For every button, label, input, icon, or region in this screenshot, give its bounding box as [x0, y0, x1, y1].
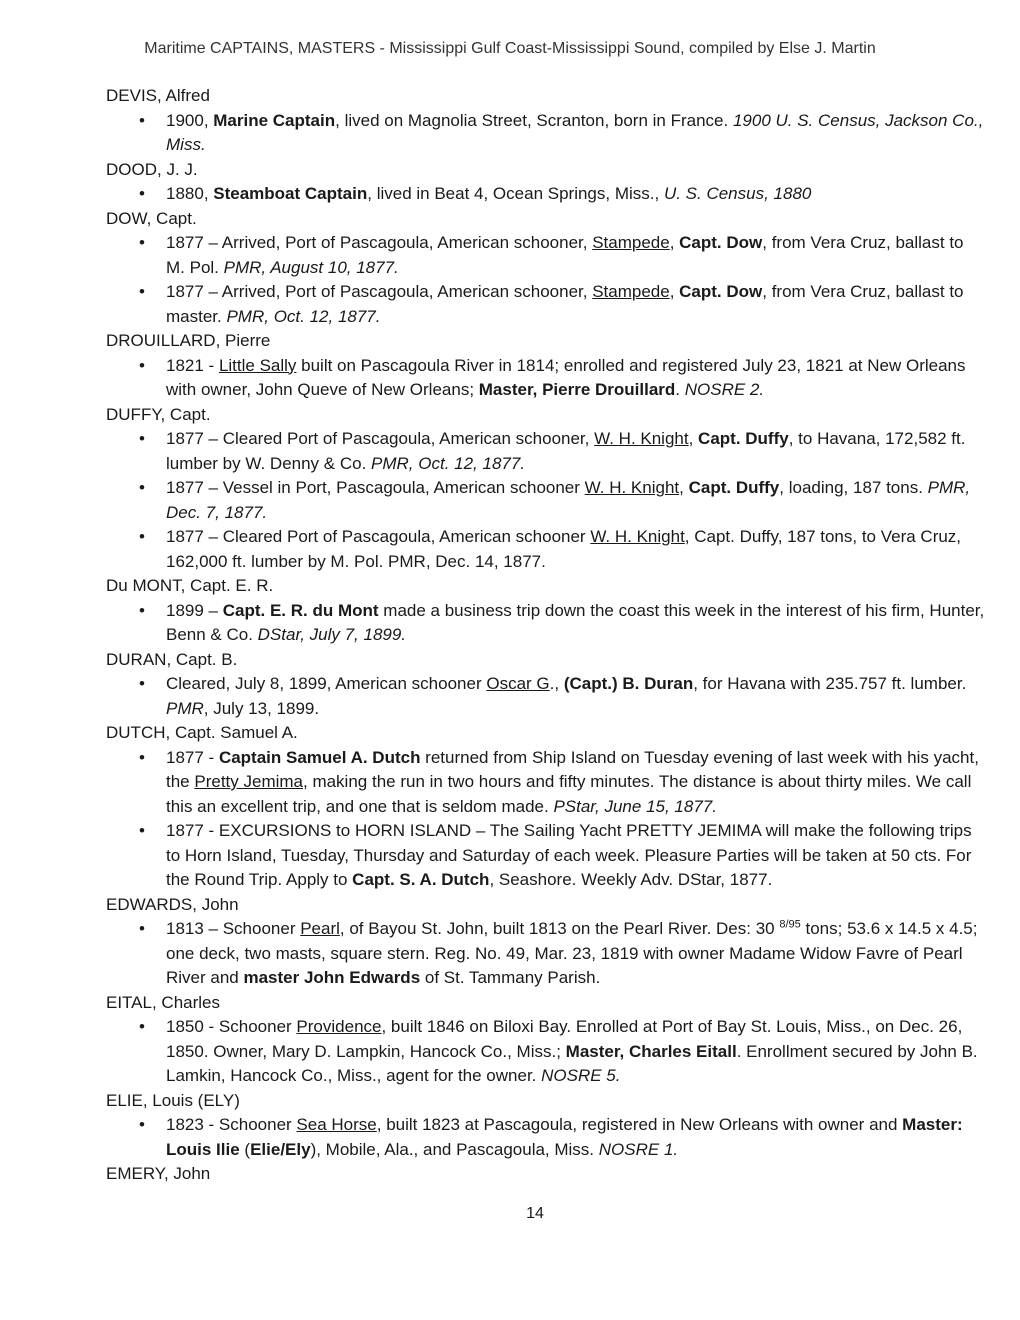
bullet-item [106, 746, 986, 820]
text-segment: , lived on Magnolia Street, Scranton, born in France. [335, 110, 733, 130]
bullet-item [106, 917, 986, 991]
text-segment: 1877 – Arrived, Port of Pascagoula, American schooner, [166, 233, 593, 252]
text-segment: Master, Pierre Drouillard [478, 380, 676, 399]
entry-name: DEVIS, Alfred [106, 86, 210, 105]
text-segment: made a business trip down the coast this week in the interest of his firm, Hunter, Benn & Co. [166, 600, 985, 644]
entry-name: DOW, Capt. [106, 208, 197, 228]
text-segment: 1877 – Vessel in Port, Pascagoula, American schooner [166, 478, 585, 497]
bullet-item [106, 109, 986, 158]
entry-name: DURAN, Capt. B. [106, 649, 238, 669]
text-segment: Oscar G [486, 674, 550, 693]
text-segment: (Capt.) B. Duran [563, 674, 694, 693]
text-segment: PStar, June 15, 1877. [553, 796, 717, 816]
text-segment: 1900, [166, 110, 214, 130]
text-segment: Capt. S. A. Dutch [352, 870, 490, 889]
text-segment: 1821 - [166, 355, 219, 375]
text-segment: , Capt. Duffy, 187 tons, to Vera Cruz, 162,000 ft. lumber by M. Pol. PMR, Dec. 14, 1877. [166, 527, 962, 571]
text-segment: , built 1846 on Biloxi Bay. Enrolled at Port of Bay St. Louis, Miss., on Dec. 26, 1850. Owner, Mary D. Lampkin, Hancock Co., Miss.; [166, 1017, 963, 1061]
text-segment: of St. Tammany Parish. [420, 968, 601, 987]
entry-name: EMERY, John [106, 1164, 211, 1183]
entry [106, 207, 986, 330]
text-segment: 1900 U. S. Census, Jackson Co., Miss. [166, 110, 984, 154]
text-segment: Capt. Dow [679, 233, 763, 252]
text-segment: , [688, 429, 699, 448]
text-segment: 1880, [166, 184, 214, 203]
text-segment: PMR [166, 698, 204, 718]
text-segment: Cleared, July 8, 1899, American schooner [166, 674, 487, 693]
text-segment: Steamboat Captain [213, 184, 368, 203]
text-segment: 1850 - Schooner [166, 1017, 297, 1036]
entry [106, 1162, 986, 1187]
text-segment: , to Havana, 172,582 ft. lumber by W. Denny & Co. [166, 429, 966, 473]
text-segment: Capt. E. R. du Mont [222, 600, 379, 620]
entry [106, 648, 986, 722]
bullet-item [106, 231, 986, 280]
text-segment: Capt. Duffy [698, 429, 789, 448]
entry [106, 721, 986, 893]
text-segment: 1877 – Arrived, Port of Pascagoula, American schooner, [166, 282, 593, 301]
text-segment: ( [239, 1139, 251, 1159]
text-segment: , July 13, 1899. [203, 698, 320, 718]
text-segment: PMR, August 10, 1877. [223, 257, 399, 277]
bullet-item [106, 427, 986, 476]
text-segment: Elie/Ely [250, 1139, 311, 1159]
text-segment: PMR, Oct. 12, 1877. [371, 453, 526, 473]
text-segment: Sea Horse [296, 1115, 377, 1134]
text-segment: master John Edwards [243, 968, 421, 987]
text-segment: Marine Captain [213, 110, 336, 130]
text-segment: Stampede [592, 282, 670, 301]
text-segment: , lived in Beat 4, Ocean Springs, Miss., [367, 184, 664, 203]
bullet-item [106, 1113, 986, 1162]
text-segment: , from Vera Cruz, ballast to M. Pol. [166, 233, 964, 277]
text-segment: Master: Louis Ilie [166, 1115, 963, 1159]
entry [106, 574, 986, 648]
text-segment: , built 1823 at Pascagoula, registered in New Orleans with owner and [376, 1115, 903, 1134]
text-segment: PMR, Oct. 12, 1877. [226, 306, 381, 326]
bullet-item [106, 182, 986, 207]
text-segment: Capt. Duffy [688, 478, 780, 497]
entry-name: DUFFY, Capt. [106, 404, 211, 424]
text-segment: , of Bayou St. John, built 1813 on the Pearl River. Des: 30 [339, 919, 780, 938]
text-segment: 1823 - Schooner [166, 1115, 297, 1134]
text-segment: 8/95 [779, 918, 801, 931]
bullet-item [106, 1015, 986, 1089]
text-segment: NOSRE 2. [684, 380, 765, 399]
text-segment: 1899 – [166, 600, 223, 620]
bullet-item [106, 525, 986, 574]
entry-name: DOOD, J. J. [106, 159, 198, 179]
entry-name: EITAL, Charles [106, 992, 221, 1012]
text-segment: 1813 – Schooner [166, 919, 301, 938]
text-segment: W. H. Knight [584, 478, 680, 497]
entry-name: ELIE, Louis (ELY) [106, 1090, 240, 1110]
text-segment: ), Mobile, Ala., and Pascagoula, Miss. [310, 1139, 599, 1159]
text-segment: tons; 53.6 x 14.5 x 4.5; one deck, two masts, square stern. Reg. No. 49, Mar. 23, 1819 with owner Madame Widow Favre of Pearl River and [166, 919, 978, 987]
text-segment: NOSRE 5. [541, 1066, 621, 1085]
entry-name: Du MONT, Capt. E. R. [106, 576, 274, 595]
text-segment: Providence [296, 1017, 382, 1036]
text-segment: W. H. Knight [594, 429, 689, 448]
bullet-item [106, 599, 986, 648]
entry [106, 403, 986, 575]
text-segment: . Enrollment secured by John B. Lamkin, Hancock Co., Miss., agent for the owner. [166, 1041, 978, 1085]
bullet-item [106, 476, 986, 525]
entry [106, 329, 986, 403]
text-segment: PMR, Dec. 7, 1877. [166, 478, 971, 522]
text-segment: Pretty Jemima [194, 772, 303, 791]
text-segment: Capt. Dow [679, 282, 763, 301]
entry-name: DROUILLARD, Pierre [106, 331, 271, 350]
bullet-item [106, 819, 986, 893]
entry-name: DUTCH, Capt. Samuel A. [106, 723, 298, 742]
text-segment: , making the run in two hours and fifty minutes. The distance is about thirty miles. We call this an excellent trip, and one that is seldom made. [166, 772, 972, 816]
bullet-item [106, 354, 986, 403]
text-segment: NOSRE 1. [598, 1139, 679, 1159]
text-segment: Captain Samuel A. Dutch [218, 747, 421, 767]
text-segment: , [669, 233, 680, 252]
text-segment: 1877 - [166, 747, 219, 767]
text-segment: returned from Ship Island on Tuesday evening of last week with his yacht, the [166, 747, 979, 791]
entry [106, 158, 986, 207]
entry-name: EDWARDS, John [106, 894, 239, 914]
entry [106, 893, 986, 991]
text-segment: W. H. Knight [590, 527, 685, 546]
bullet-item [106, 280, 986, 329]
bullet-item [106, 672, 986, 721]
text-segment: 1877 – Cleared Port of Pascagoula, American schooner, [166, 429, 595, 448]
page-number: 14 [526, 1205, 544, 1222]
text-segment: 1877 - EXCURSIONS to HORN ISLAND – The Sailing Yacht PRETTY JEMIMA will make the following trips to Horn Island, Tuesday, Thursday and Saturday of each week. Pleasure Parties will be taken at 50 cts. For the Round Trip. Apply to [166, 821, 972, 889]
text-segment: , for Havana with 235.757 ft. lumber. [693, 674, 967, 693]
entry [106, 84, 986, 158]
text-segment: Little Sally [218, 355, 297, 375]
text-segment: DStar, July 7, 1899. [257, 625, 407, 644]
page-header: Maritime CAPTAINS, MASTERS - Mississippi Gulf Coast-Mississippi Sound, compiled by Else J. Martin [144, 40, 876, 57]
text-segment: Pearl [300, 919, 340, 938]
text-segment: , Seashore. Weekly Adv. DStar, 1877. [489, 870, 773, 889]
text-segment: built on Pascagoula River in 1814; enrolled and registered July 23, 1821 at New Orleans with owner, John Queve of New Orleans; [166, 355, 966, 399]
text-segment: U. S. Census, 1880 [663, 184, 812, 203]
text-segment: Master, Charles Eitall [565, 1041, 737, 1061]
text-segment: , from Vera Cruz, ballast to master. [166, 282, 964, 326]
entry-list [106, 84, 986, 1187]
text-segment: , [679, 478, 689, 497]
text-segment: , loading, 187 tons. [779, 478, 928, 497]
text-segment: 1877 – Cleared Port of Pascagoula, American schooner [166, 527, 591, 546]
entry [106, 991, 986, 1089]
text-segment: ., [549, 674, 564, 693]
text-segment: Stampede [592, 233, 670, 252]
entry [106, 1089, 986, 1163]
text-segment: , [669, 282, 680, 301]
text-segment: . [675, 380, 685, 399]
